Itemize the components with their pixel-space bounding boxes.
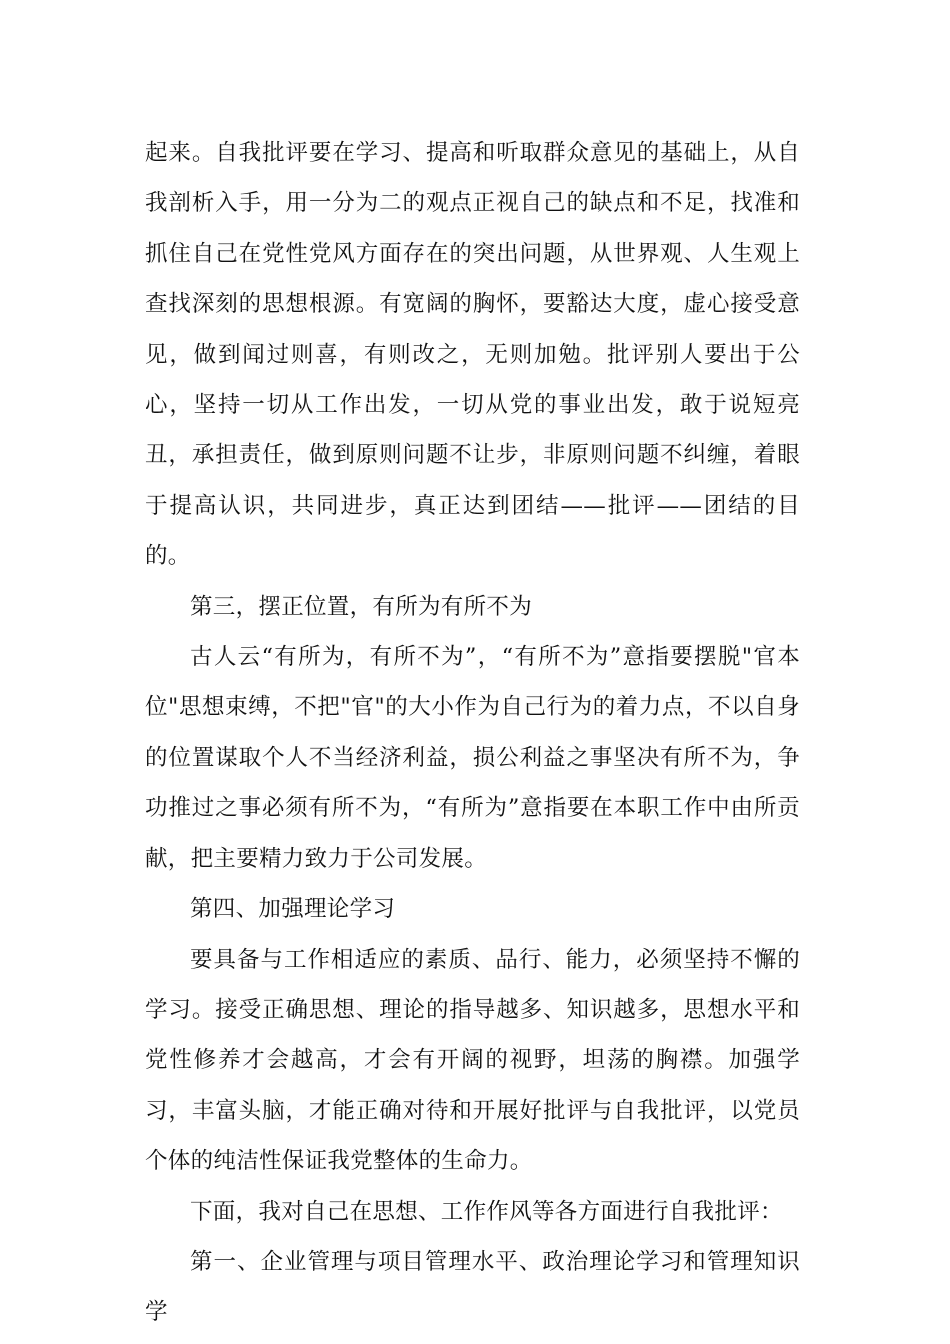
- heading-third-point: 第三，摆正位置，有所为有所不为: [190, 593, 533, 620]
- heading-fourth-point: 第四、加强理论学习: [190, 896, 396, 923]
- document-body: [145, 128, 800, 1338]
- paragraph-what-to-do-and-not-do: 古人云“有所为，有所不为”，“有所不为”意指要摆脱"官本位"思想束缚，不把"官"的大小作为自己行为的着力点，不以自身的位置谋取个人不当经济利益，损公利益之事坚决有所不为，争功推过之事必须有所不为，“有所为”意指要在本职工作中由所贡献，把主要精力致力于公司发展。: [145, 644, 800, 872]
- paragraph-self-criticism-continuation: 起来。自我批评要在学习、提高和听取群众意见的基础上，从自我剖析入手，用一分为二的观点正视自己的缺点和不足，找准和抓住自己在党性党风方面存在的突出问题，从世界观、人生观上查找深刻的思想根源。有宽阔的胸怀，要豁达大度，虚心接受意见，做到闻过则喜，有则改之，无则加勉。批评别人要出于公心，坚持一切从工作出发，一切从党的事业出发，敢于说短亮丑，承担责任，做到原则问题不让步，非原则问题不纠缠，着眼于提高认识，共同进步，真正达到团结——批评——团结的目的。: [145, 140, 800, 570]
- paragraph-theory-study: 要具备与工作相适应的素质、品行、能力，必须坚持不懈的学习。接受正确思想、理论的指导越多、知识越多，思想水平和党性修养才会越高，才会有开阔的视野，坦荡的胸襟。加强学习，丰富头脑，才能正确对待和开展好批评与自我批评，以党员个体的纯洁性保证我党整体的生命力。: [145, 946, 800, 1175]
- paragraph-self-criticism-intro: 下面，我对自己在思想、工作作风等各方面进行自我批评：: [190, 1198, 783, 1225]
- paragraph-first-item: 第一、企业管理与项目管理水平、政治理论学习和管理知识学: [145, 1248, 800, 1326]
